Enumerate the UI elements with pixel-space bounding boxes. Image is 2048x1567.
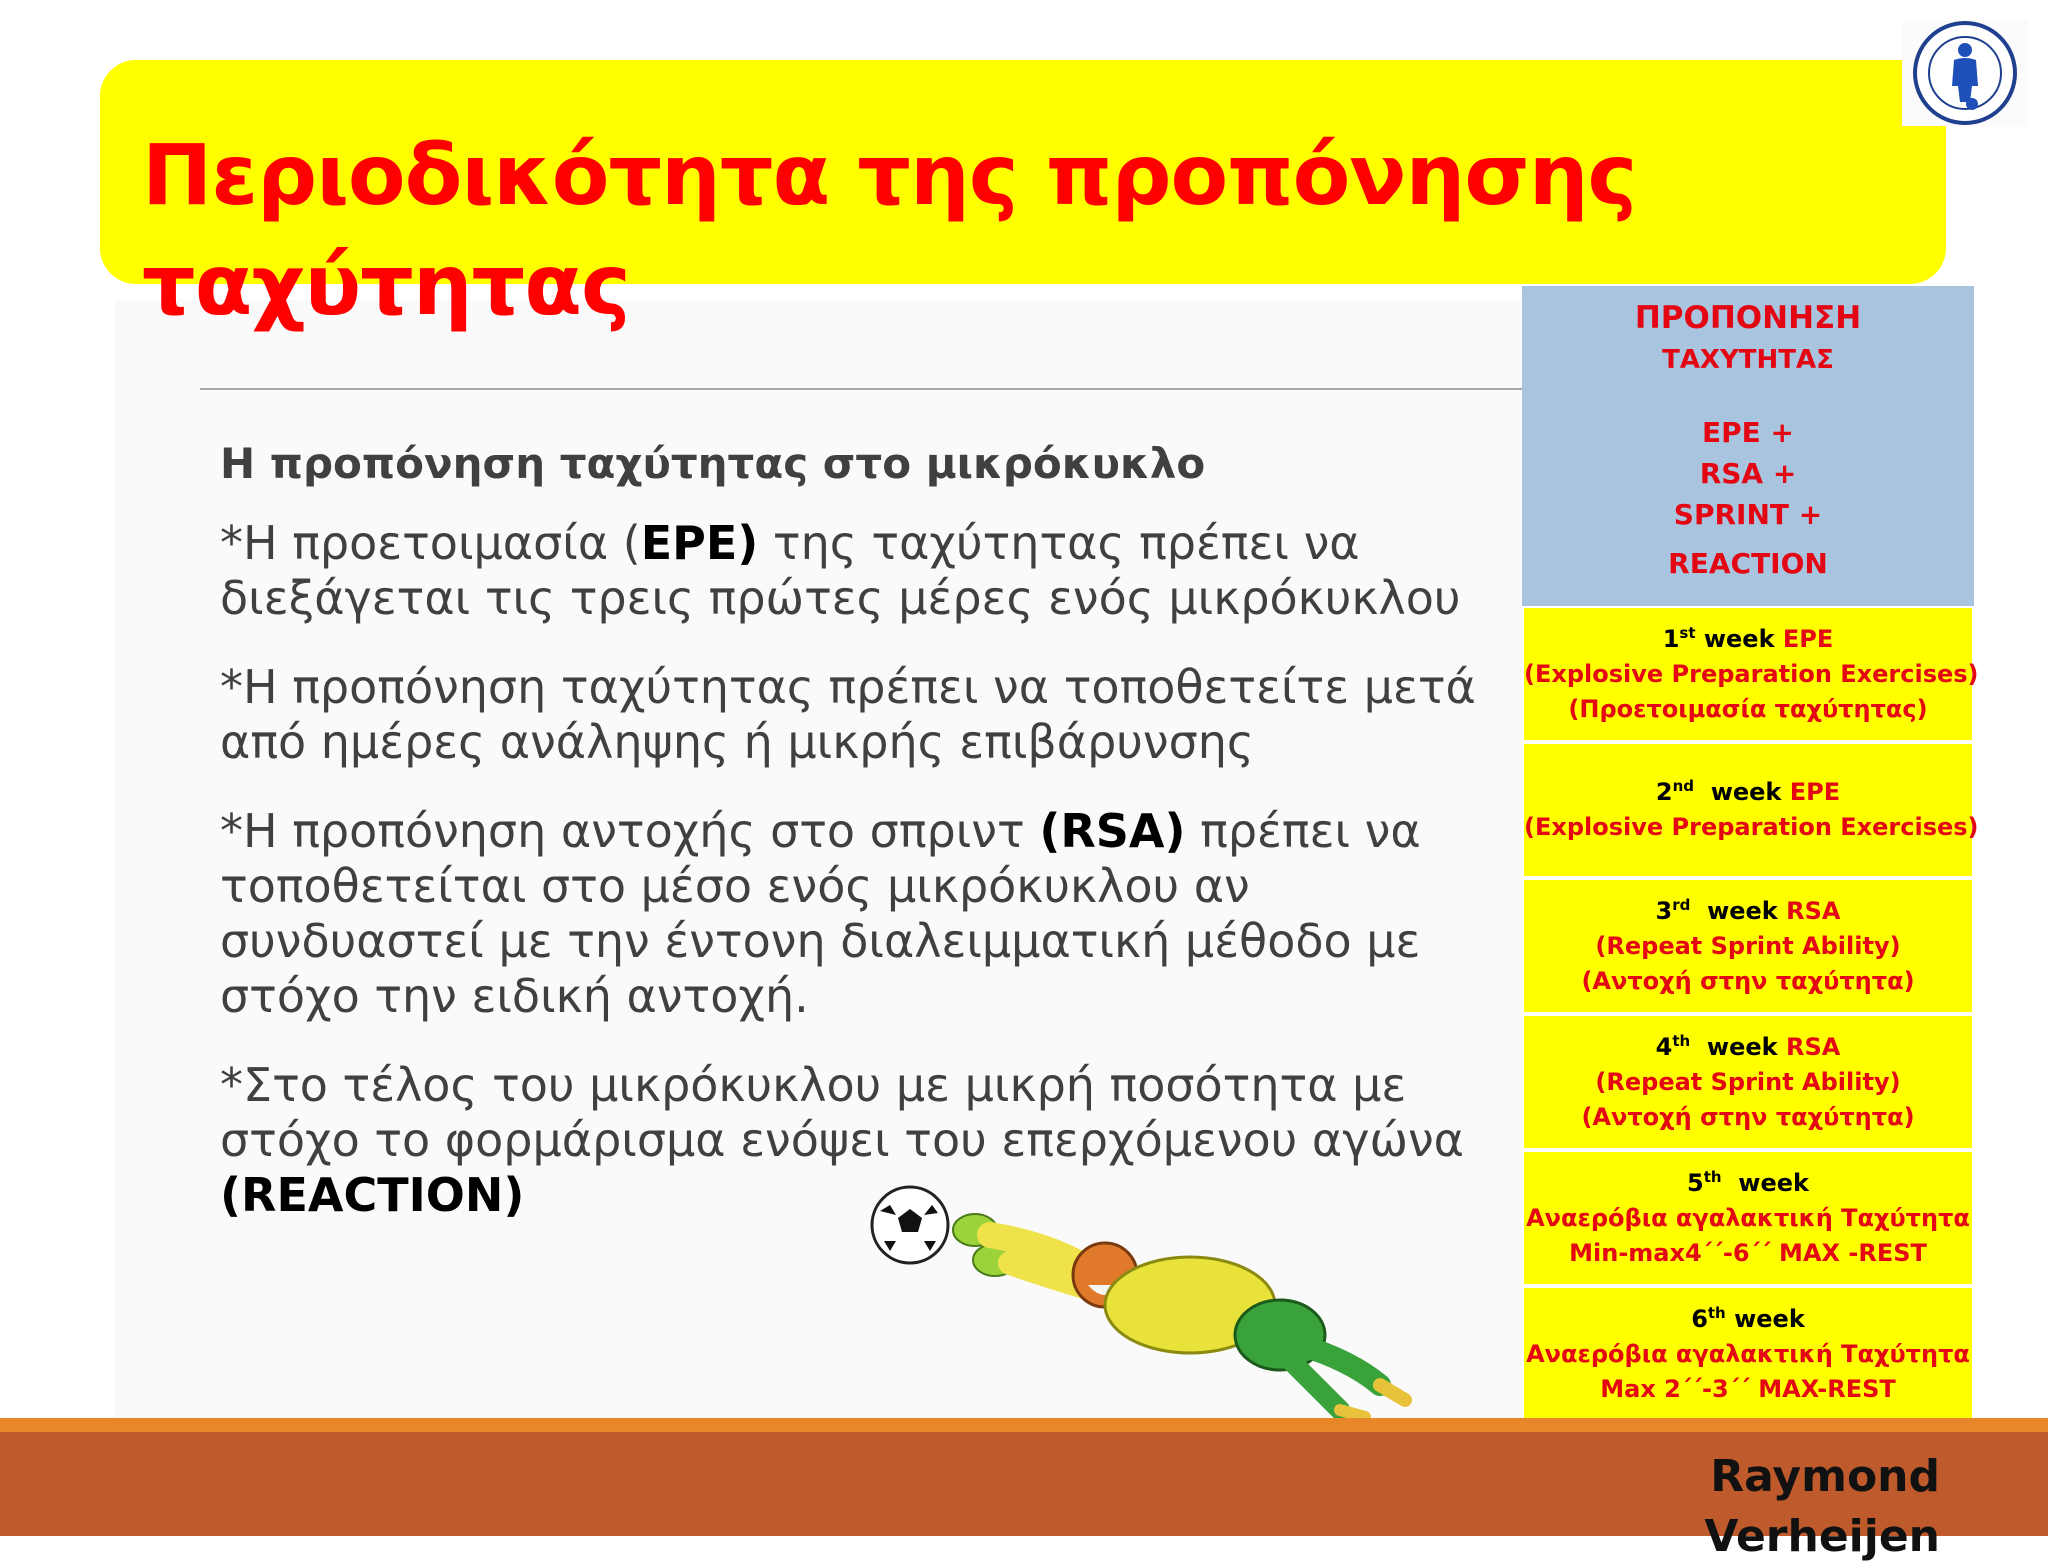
divider-line [200, 388, 1522, 390]
week-row-2 [1522, 742, 1979, 878]
header-line1: ΠΡΟΠΟΝΗΣΗ [1634, 300, 1862, 336]
week-tag: RSA [1786, 896, 1841, 925]
week-word: week [1721, 1168, 1809, 1197]
week-row-6 [1522, 1286, 1974, 1422]
week-detail: Αναερόβια αγαλακτική Ταχύτητα [1526, 1339, 1970, 1368]
week-word: week [1695, 624, 1783, 653]
week-detail: (Repeat Sprint Ability) [1595, 931, 1901, 960]
week-word: week [1725, 1304, 1805, 1333]
week-number: 3 [1655, 896, 1673, 925]
paragraph-rsa [220, 804, 1520, 1024]
week-suffix: th [1672, 1031, 1691, 1050]
header-item-epe: EPE + [1702, 416, 1794, 449]
association-logo-icon [1902, 20, 2028, 126]
side-header [1522, 286, 1974, 606]
week-detail: (Repeat Sprint Ability) [1595, 1067, 1901, 1096]
week-number: 5 [1687, 1168, 1704, 1197]
week-suffix: st [1679, 623, 1696, 642]
week-suffix: th [1707, 1303, 1726, 1322]
paragraph-bold: (RSA) [1039, 804, 1186, 858]
week-tag: EPE [1789, 778, 1841, 806]
week-detail: (Προετοιμασία ταχύτητας) [1568, 694, 1928, 723]
week-suffix: th [1703, 1167, 1722, 1186]
body-text-block [220, 436, 1520, 1257]
week-word: week [1690, 896, 1787, 925]
paragraph-bold: (REACTION) [220, 1168, 525, 1222]
header-item-reaction: REACTION [1668, 547, 1828, 580]
week-row-4 [1522, 1014, 1974, 1150]
week-number: 4 [1655, 1032, 1673, 1061]
week-detail: (Explosive Preparation Exercises) [1524, 813, 1979, 841]
week-word: week [1693, 778, 1790, 806]
subheading: Η προπόνηση ταχύτητας στο μικρόκυκλο [220, 439, 1206, 488]
week-detail: (Explosive Preparation Exercises) [1524, 659, 1979, 688]
paragraph-text: *Η προπόνηση ταχύτητας πρέπει να τοποθετείτε μετά από ημέρες ανάληψης ή μικρής επιβάρυνσης [220, 660, 1476, 769]
week-tag: RSA [1785, 1032, 1841, 1061]
footer-stripe [0, 1418, 2048, 1432]
week-detail: Min-max4΄΄-6΄΄ MAX -REST [1569, 1238, 1927, 1267]
week-number: 6 [1691, 1304, 1708, 1333]
paragraph-text: της ταχύτητας πρέπει να διεξάγεται τις τρεις πρώτες μέρες ενός μικρόκυκλου [220, 516, 1461, 625]
paragraph-bold: EPE) [640, 516, 759, 570]
paragraph-placement [220, 660, 1520, 770]
week-suffix: nd [1672, 777, 1694, 795]
week-tag: EPE [1782, 624, 1834, 653]
author-name: Raymond Verheijen [1704, 1451, 1940, 1562]
paragraph-text: *Η προετοιμασία ( [220, 516, 641, 570]
paragraph-text: πρέπει να τοποθετείται στο μέσο ενός μικρόκυκλου αν συνδυαστεί με την έντονη διαλειμματική μέθοδο με στόχο την ειδική αντοχή. [220, 804, 1421, 1023]
header-item-rsa: RSA + [1699, 457, 1797, 490]
header-line2: ΤΑΧΥΤΗΤΑΣ [1662, 345, 1834, 375]
week-detail: Max 2΄΄-3΄΄ MAX-REST [1600, 1374, 1896, 1403]
week-row-5 [1522, 1150, 1974, 1286]
week-word: week [1690, 1032, 1786, 1061]
side-table [1522, 286, 1979, 1422]
week-suffix: rd [1672, 895, 1691, 914]
week-detail: Αναερόβια αγαλακτική Ταχύτητα [1526, 1203, 1970, 1232]
week-row-1 [1522, 606, 1979, 742]
week-number: 1 [1662, 624, 1680, 653]
slide-title: Περιοδικότητα της προπόνησης ταχύτητας [142, 126, 1637, 334]
header-item-sprint: SPRINT + [1673, 498, 1823, 531]
paragraph-text: *Η προπόνηση αντοχής στο σπριντ [220, 804, 1040, 858]
week-row-3 [1522, 878, 1974, 1014]
week-detail: (Αντοχή στην ταχύτητα) [1581, 966, 1915, 995]
week-number: 2 [1655, 778, 1673, 806]
paragraph-epe [220, 516, 1520, 626]
week-detail: (Αντοχή στην ταχύτητα) [1581, 1102, 1915, 1131]
goalkeeper-illustration-icon [860, 1185, 1420, 1420]
paragraph-text: *Στο τέλος του μικρόκυκλου με μικρή ποσότητα με στόχο το φορμάρισμα ενόψει του επερχόμενου αγώνα [220, 1058, 1464, 1167]
